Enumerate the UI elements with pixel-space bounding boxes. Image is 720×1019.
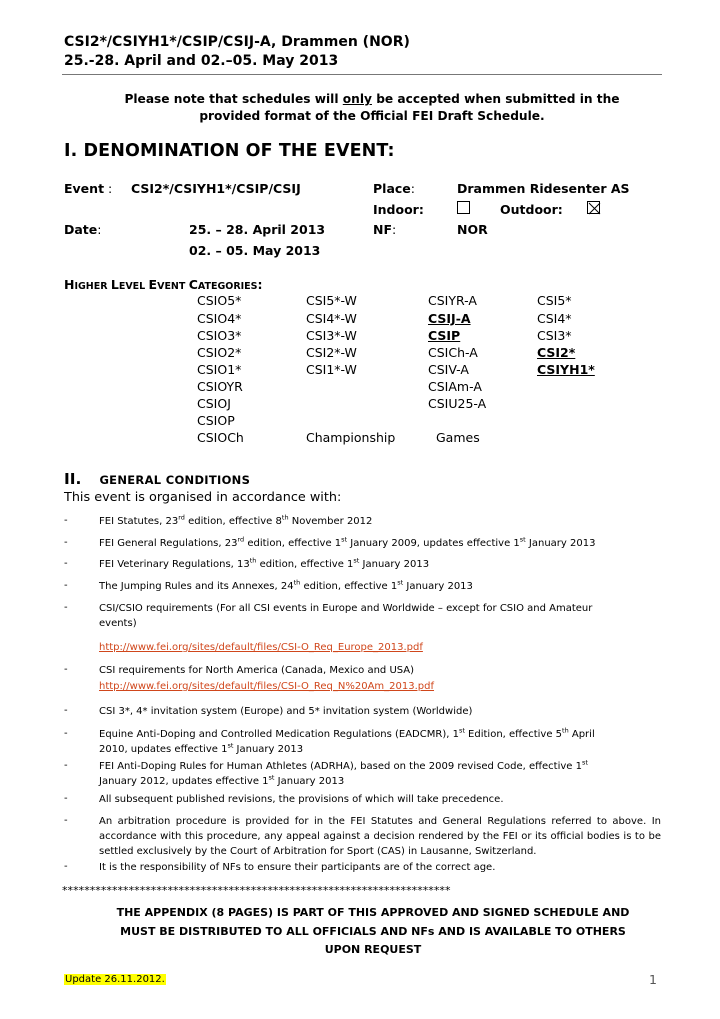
category-games: Games	[436, 430, 480, 445]
notice-line-2: provided format of the Official FEI Draft Schedule.	[199, 109, 545, 123]
separator-stars: **********************************************************************	[62, 884, 451, 897]
category-item: CSI5*-W	[306, 293, 357, 308]
list-dash: -	[64, 760, 68, 771]
category-item-selected: CSIYH1*	[537, 362, 595, 377]
check-x-icon	[588, 202, 601, 215]
category-item: CSIO4*	[197, 311, 242, 326]
list-dash: -	[64, 580, 68, 591]
link-csi-europe-requirements[interactable]: http://www.fei.org/sites/default/files/CSI-O_Req_Europe_2013.pdf	[99, 642, 423, 653]
appendix-notice: THE APPENDIX (8 PAGES) IS PART OF THIS APPROVED AND SIGNED SCHEDULE AND MUST BE DISTRIBUTED TO ALL OFFICIALS AND NFs AND IS AVAILABLE TO OTHERS UPON REQUEST	[116, 906, 630, 956]
category-item: CSIOCh	[197, 430, 244, 445]
category-item-selected: CSI2*	[537, 345, 576, 360]
list-dash: -	[64, 602, 68, 613]
category-item: CSIOYR	[197, 379, 243, 394]
list-item-participant-age: It is the responsibility of NFs to ensure their participants are of the correct age.	[99, 862, 496, 873]
category-item: CSI5*	[537, 293, 572, 308]
update-date: Update 26.11.2012.	[65, 974, 165, 985]
header-title: CSI2*/CSIYH1*/CSIP/CSIJ-A, Drammen (NOR)	[64, 34, 410, 50]
outdoor-label: Outdoor:	[500, 202, 563, 217]
category-item: CSIV-A	[428, 362, 469, 377]
event-label: Event :	[64, 181, 113, 196]
link-csi-north-america-requirements[interactable]: http://www.fei.org/sites/default/files/CSI-O_Req_N%20Am_2013.pdf	[99, 681, 435, 692]
notice-emphasis: only	[342, 92, 372, 106]
list-item-revisions: All subsequent published revisions, the provisions of which will take precedence.	[99, 794, 504, 805]
list-item-arbitration: An arbitration procedure is provided for in the FEI Statutes and General Regulations referred to above. In accordance with this procedure, any appeal against a decision rendered by the FEI or its official bodies is to be settled exclusively by the Court of Arbitration for Sport (CAS) in Lausanne, Switzerland.	[99, 816, 661, 857]
list-item-veterinary-regulations: FEI Veterinary Regulations, 13th edition, effective 1st January 2013	[99, 556, 430, 570]
outdoor-checkbox[interactable]	[587, 201, 600, 214]
category-item: CSIO1*	[197, 362, 242, 377]
category-item: CSIO3*	[197, 328, 242, 343]
list-dash: -	[64, 793, 68, 804]
category-item-selected: CSIP	[428, 328, 461, 343]
list-item-csi-csio-requirements: CSI/CSIO requirements (For all CSI events in Europe and Worldwide – except for CSIO and Amateur events)	[99, 603, 593, 629]
category-item: CSIAm-A	[428, 379, 482, 394]
nf-label: NF:	[373, 222, 397, 237]
list-item-invitation-system: CSI 3*, 4* invitation system (Europe) and 5* invitation system (Worldwide)	[99, 706, 473, 717]
category-item: CSIOJ	[197, 396, 231, 411]
indoor-checkbox[interactable]	[457, 201, 470, 214]
list-dash: -	[64, 558, 68, 569]
list-dash: -	[64, 815, 68, 826]
category-item: CSI3*	[537, 328, 572, 343]
place-value: Drammen Ridesenter AS	[457, 181, 630, 196]
list-item-fei-statutes: FEI Statutes, 23rd edition, effective 8th November 2012	[99, 513, 373, 527]
nf-value: NOR	[457, 222, 488, 237]
list-item-north-america-requirements: CSI requirements for North America (Canada, Mexico and USA)	[99, 665, 415, 676]
list-dash: -	[64, 537, 68, 548]
category-item: CSI1*-W	[306, 362, 357, 377]
date-label: Date:	[64, 222, 102, 237]
category-item: CSIU25-A	[428, 396, 487, 411]
section-2-title: II. GENERAL CONDITIONS	[64, 470, 251, 488]
category-item: CSI2*-W	[306, 345, 357, 360]
category-item: CSI4*	[537, 311, 572, 326]
list-dash: -	[64, 728, 68, 739]
categories-heading: HIGHER LEVEL EVENT CATEGORIES:	[64, 277, 263, 292]
category-item: CSIOP	[197, 413, 235, 428]
category-item: CSI4*-W	[306, 311, 357, 326]
category-item: CSIO5*	[197, 293, 242, 308]
section-2-intro: This event is organised in accordance with:	[64, 490, 342, 505]
category-item-selected: CSIJ-A	[428, 311, 471, 326]
list-item-adrha: FEI Anti-Doping Rules for Human Athletes (ADRHA), based on the 2009 revised Code, effective 1st January 2012, updates effective 1st January 2013	[99, 758, 588, 787]
header-divider	[62, 74, 662, 75]
section-1-title: I. DENOMINATION OF THE EVENT:	[64, 141, 395, 161]
date-value-1: 25. – 28. April 2013	[189, 222, 326, 237]
list-item-eadcmr: Equine Anti-Doping and Controlled Medication Regulations (EADCMR), 1st Edition, effective 5th April 2010, updates effective 1st January 2013	[99, 726, 595, 755]
list-dash: -	[64, 705, 68, 716]
indoor-label: Indoor:	[373, 202, 424, 217]
list-dash: -	[64, 861, 68, 872]
category-championship: Championship	[306, 430, 396, 445]
list-item-general-regulations: FEI General Regulations, 23rd edition, effective 1st January 2009, updates effective 1st January 2013	[99, 535, 596, 549]
event-value: CSI2*/CSIYH1*/CSIP/CSIJ	[131, 181, 301, 196]
category-item: CSIYR-A	[428, 293, 477, 308]
page-number: 1	[649, 972, 657, 987]
category-item: CSICh-A	[428, 345, 478, 360]
date-value-2: 02. – 05. May 2013	[189, 243, 321, 258]
list-dash: -	[64, 515, 68, 526]
category-item: CSI3*-W	[306, 328, 357, 343]
list-item-jumping-rules: The Jumping Rules and its Annexes, 24th edition, effective 1st January 2013	[99, 578, 473, 592]
header-dates: 25.-28. April and 02.–05. May 2013	[64, 53, 339, 69]
list-dash: -	[64, 664, 68, 675]
notice-line-1: Please note that schedules will only be accepted when submitted in the	[124, 92, 620, 106]
place-label: Place:	[373, 181, 415, 196]
category-item: CSIO2*	[197, 345, 242, 360]
